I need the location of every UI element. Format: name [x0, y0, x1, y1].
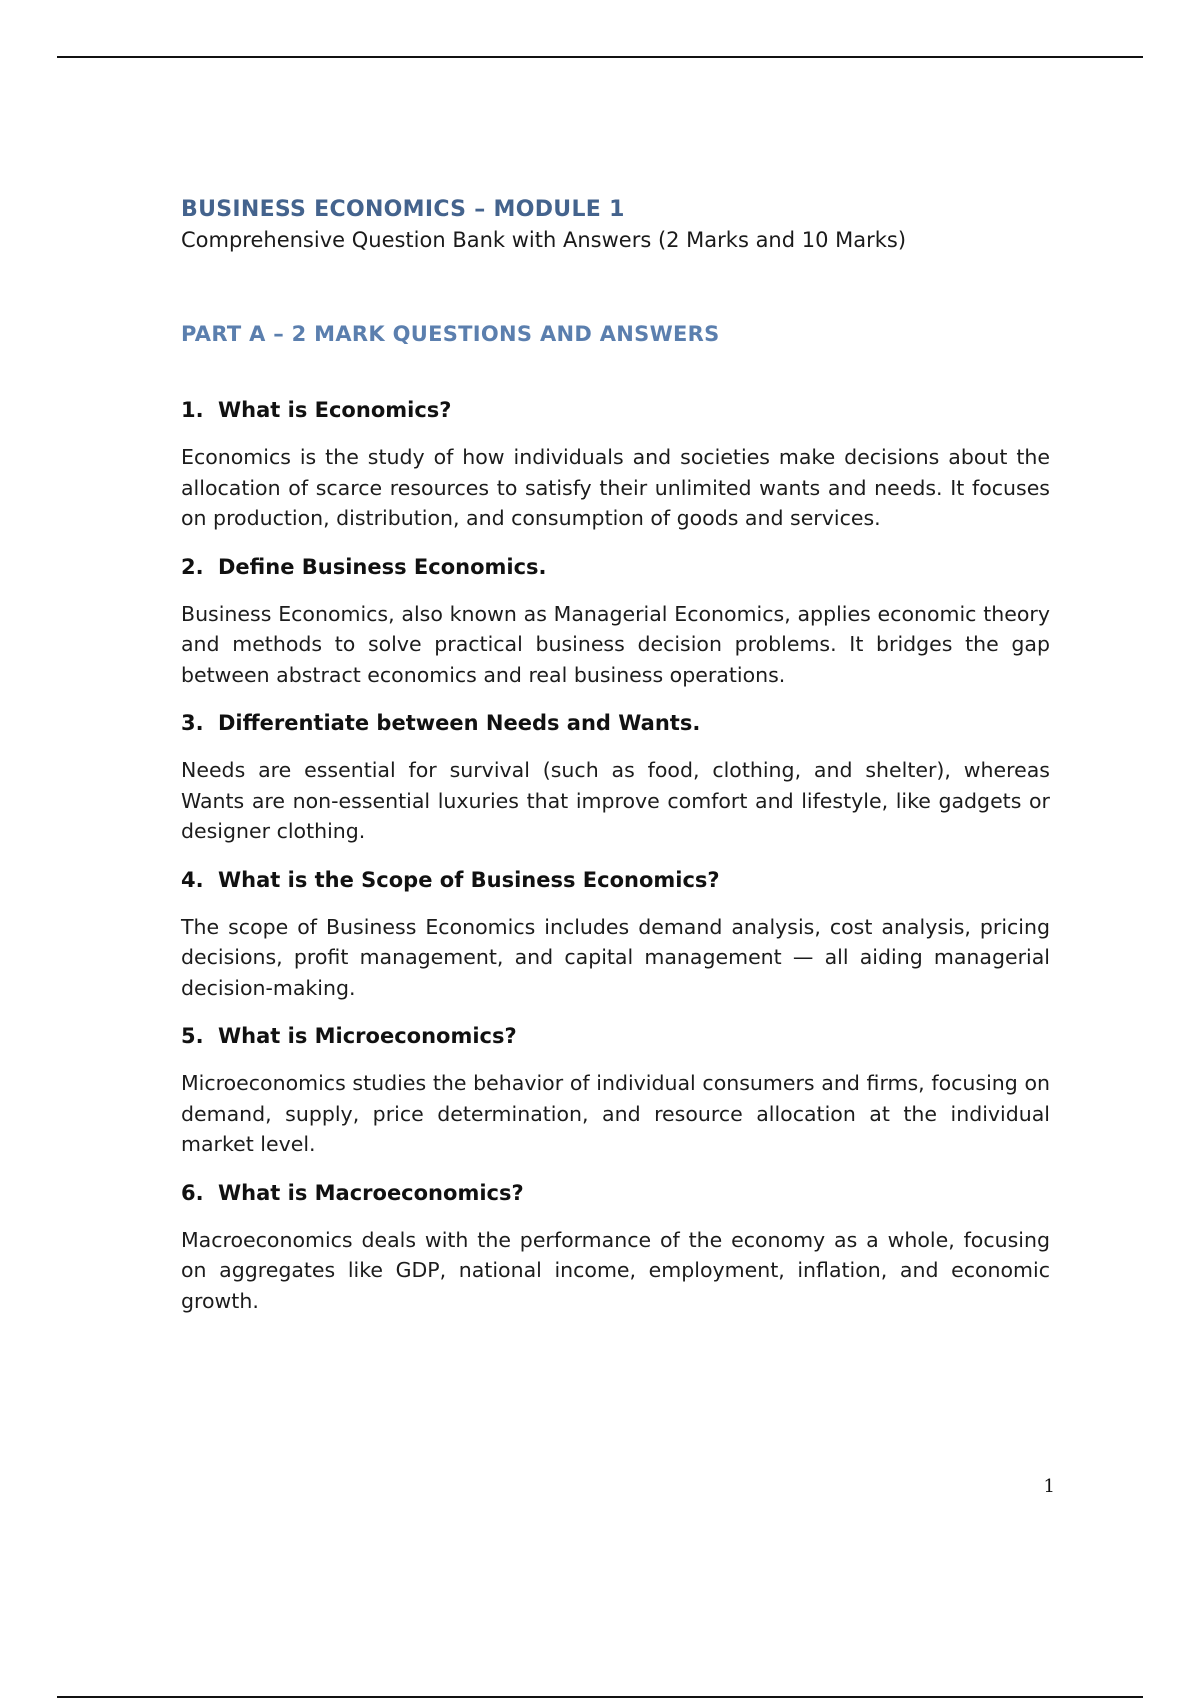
- question-number: 2.: [181, 554, 204, 579]
- qa-item-5: [181, 1022, 1050, 1160]
- document-body: [181, 195, 1050, 1335]
- question-number: 6.: [181, 1180, 204, 1205]
- question-number: 3.: [181, 711, 204, 735]
- qa-item-2: [181, 553, 1050, 691]
- question-number: 5.: [181, 1024, 204, 1048]
- question-heading: [181, 396, 1050, 424]
- document-subtitle: Comprehensive Question Bank with Answers (2 Marks and 10 Marks): [181, 228, 907, 252]
- part-a-heading: PART A – 2 MARK QUESTIONS AND ANSWERS: [181, 322, 720, 346]
- question-number: 1.: [181, 398, 204, 422]
- question-text: What is Economics?: [218, 398, 452, 422]
- question-text: What is the Scope of Business Economics?: [218, 867, 720, 892]
- answer-text: Business Economics, also known as Managerial Economics, applies economic theory and methods to solve practical business decision problems. It bridges the gap between abstract economics and real business operations.: [181, 601, 1050, 687]
- question-text: Define Business Economics.: [218, 554, 547, 579]
- qa-item-3: [181, 709, 1050, 847]
- question-text: What is Microeconomics?: [218, 1024, 517, 1048]
- footer-rule: [57, 1696, 1143, 1698]
- question-text: What is Macroeconomics?: [218, 1180, 524, 1205]
- answer-text: Economics is the study of how individuals and societies make decisions about the allocation of scarce resources to satisfy their unlimited wants and needs. It focuses on production, distribution, and consumption of goods and services.: [181, 445, 1050, 530]
- answer-text: Microeconomics studies the behavior of individual consumers and firms, focusing on demand, supply, price determination, and resource allocation at the individual market level.: [181, 1071, 1050, 1156]
- qa-item-6: [181, 1179, 1050, 1317]
- answer-text: Needs are essential for survival (such as food, clothing, and shelter), whereas Wants are non-essential luxuries that improve comfort and lifestyle, like gadgets or designer clothing.: [181, 758, 1050, 843]
- document-title: BUSINESS ECONOMICS – MODULE 1: [181, 197, 625, 222]
- qa-item-4: [181, 866, 1050, 1004]
- header-rule: [57, 56, 1143, 58]
- qa-item-1: [181, 396, 1050, 534]
- question-number: 4.: [181, 867, 204, 892]
- answer-text: The scope of Business Economics includes demand analysis, cost analysis, pricing decisions, profit management, and capital management — all aiding managerial decision-making.: [181, 914, 1050, 1000]
- question-heading: [181, 553, 1050, 581]
- question-heading: [181, 866, 1050, 894]
- question-heading: [181, 709, 1050, 737]
- question-heading: [181, 1022, 1050, 1050]
- answer-text: Macroeconomics deals with the performance of the economy as a whole, focusing on aggregates like GDP, national income, employment, inflation, and economic growth.: [181, 1227, 1050, 1313]
- question-heading: [181, 1179, 1050, 1207]
- page-number: 1: [1043, 1476, 1055, 1497]
- question-list: [181, 396, 1050, 1316]
- question-text: Differentiate between Needs and Wants.: [218, 711, 701, 735]
